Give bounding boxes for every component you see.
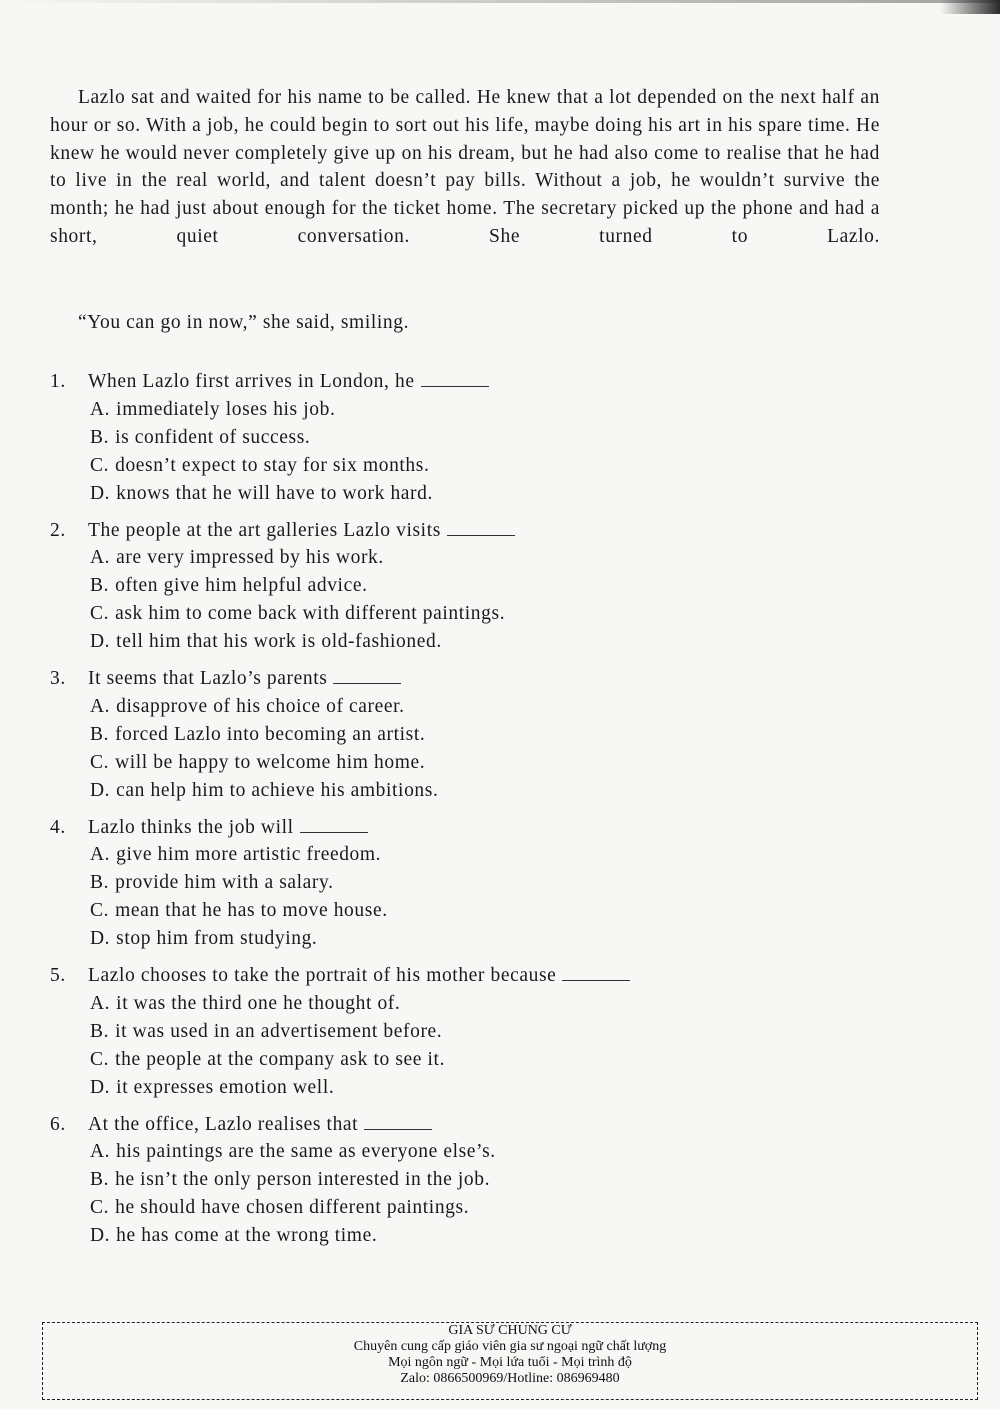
- option-c[interactable]: C. will be happy to welcome him home.: [90, 751, 426, 773]
- option-a[interactable]: A. give him more artistic freedom.: [90, 844, 382, 865]
- footer-tagline: Chuyên cung cấp giáo viên gia sư ngoại ngữ chất lượng: [353, 1339, 667, 1354]
- question-text: It seems that Lazlo’s parents: [88, 668, 328, 689]
- question-number: 3.: [50, 668, 66, 689]
- passage-paragraph: Lazlo sat and waited for his name to be called. He knew that a lot depended on the next half an hour or so. With a job, he could begin to sort out his life, maybe doing his art in his spare time. He knew he would never completely give up on his dream, but he had also come to realise that he had to live in the real world, and talent doesn’t pay bills. Without a job, he wouldn’t survive the month; he had just about enough for the ticket home. The secretary picked up the phone and had a short, quiet conversation. She turned to Lazlo.: [50, 87, 880, 247]
- question-number: 4.: [50, 816, 66, 838]
- option-list: [50, 841, 890, 953]
- option-list: [50, 1138, 890, 1250]
- question-2: [50, 517, 890, 657]
- footer-title: GIA SƯ CHUNG CƯ: [448, 1323, 572, 1338]
- question-text: Lazlo chooses to take the portrait of his mother because: [88, 965, 557, 986]
- option-b[interactable]: B. often give him helpful advice.: [90, 575, 368, 596]
- answer-blank: [333, 667, 401, 684]
- option-list: [50, 990, 890, 1102]
- answer-blank: [421, 370, 489, 387]
- question-number: 6.: [50, 1113, 66, 1135]
- question-3: [50, 665, 890, 805]
- option-c[interactable]: C. mean that he has to move house.: [90, 900, 388, 921]
- question-5: [50, 962, 890, 1102]
- option-d[interactable]: D. can help him to achieve his ambitions.: [90, 779, 439, 801]
- option-d[interactable]: D. stop him from studying.: [90, 928, 318, 949]
- passage-quote: “You can go in now,” she said, smiling.: [78, 312, 410, 333]
- reading-passage: [50, 84, 880, 251]
- option-b[interactable]: B. provide him with a salary.: [90, 872, 334, 893]
- question-number: 1.: [50, 371, 66, 392]
- scan-edge-top: [0, 0, 1000, 3]
- footer-audience: Mọi ngôn ngữ - Mọi lứa tuổi - Mọi trình độ: [388, 1355, 632, 1370]
- question-1: [50, 368, 890, 508]
- question-4: [50, 814, 890, 954]
- option-b[interactable]: B. he isn’t the only person interested in the job.: [90, 1169, 491, 1190]
- question-stem: [50, 1111, 890, 1139]
- option-d[interactable]: D. tell him that his work is old-fashioned.: [90, 631, 442, 652]
- answer-blank: [447, 519, 515, 536]
- option-a[interactable]: A. are very impressed by his work.: [90, 547, 384, 568]
- question-list: [50, 368, 890, 1259]
- option-a[interactable]: A. disapprove of his choice of career.: [90, 695, 405, 717]
- answer-blank: [364, 1113, 432, 1130]
- option-list: [50, 396, 890, 508]
- question-stem: [50, 814, 890, 842]
- option-d[interactable]: D. he has come at the wrong time.: [90, 1225, 378, 1246]
- footer-contact: Zalo: 0866500969/Hotline: 086969480: [400, 1371, 620, 1386]
- question-6: [50, 1111, 890, 1251]
- question-stem: [50, 665, 890, 693]
- option-b[interactable]: B. forced Lazlo into becoming an artist.: [90, 723, 426, 745]
- question-number: 5.: [50, 965, 66, 986]
- option-c[interactable]: C. he should have chosen different paintings.: [90, 1197, 470, 1218]
- question-text: When Lazlo first arrives in London, he: [88, 371, 415, 392]
- answer-blank: [300, 816, 368, 833]
- question-number: 2.: [50, 519, 66, 541]
- scan-corner-shadow: [940, 0, 1000, 14]
- advertisement-footer: [42, 1322, 978, 1400]
- option-c[interactable]: C. doesn’t expect to stay for six months.: [90, 454, 430, 476]
- option-b[interactable]: B. is confident of success.: [90, 426, 311, 448]
- question-text: Lazlo thinks the job will: [88, 816, 294, 838]
- option-b[interactable]: B. it was used in an advertisement before.: [90, 1020, 443, 1042]
- question-text: At the office, Lazlo realises that: [88, 1113, 359, 1135]
- option-d[interactable]: D. knows that he will have to work hard.: [90, 482, 433, 504]
- question-stem: [50, 368, 890, 396]
- option-c[interactable]: C. the people at the company ask to see it.: [90, 1048, 446, 1070]
- question-stem: [50, 517, 890, 545]
- option-a[interactable]: A. his paintings are the same as everyone else’s.: [90, 1141, 496, 1162]
- option-a[interactable]: A. immediately loses his job.: [90, 398, 336, 420]
- option-list: [50, 544, 890, 656]
- option-c[interactable]: C. ask him to come back with different paintings.: [90, 603, 506, 624]
- question-stem: [50, 962, 890, 990]
- option-d[interactable]: D. it expresses emotion well.: [90, 1076, 335, 1098]
- question-text: The people at the art galleries Lazlo visits: [88, 519, 441, 541]
- option-a[interactable]: A. it was the third one he thought of.: [90, 992, 401, 1014]
- answer-blank: [562, 964, 630, 981]
- option-list: [50, 693, 890, 805]
